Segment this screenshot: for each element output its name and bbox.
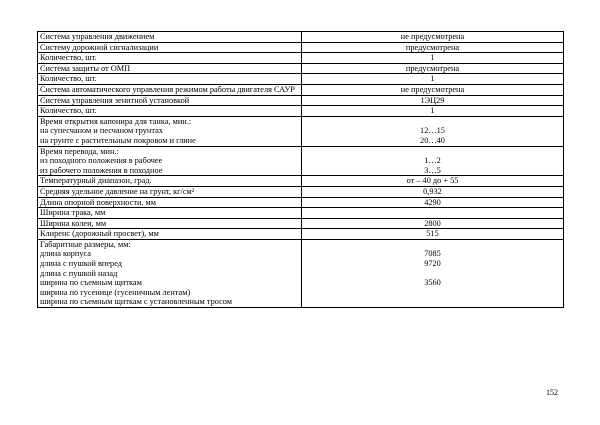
parameter-value-line: 2800 (424, 218, 441, 228)
parameter-label (38, 146, 302, 176)
parameter-label (38, 63, 302, 74)
parameter-value-line: 4290 (424, 197, 441, 207)
parameter-label-line: Время перевода, мин.: (40, 146, 119, 156)
parameter-value-line (304, 147, 561, 157)
parameter-value-line: 1…2 (424, 156, 441, 166)
parameter-value-line: 12…15 (420, 126, 445, 136)
table-row (38, 208, 564, 219)
parameter-value (302, 116, 564, 146)
parameter-label (38, 229, 302, 240)
parameter-label (38, 53, 302, 64)
parameter-value (302, 197, 564, 208)
parameter-value-line: 3560 (424, 278, 441, 288)
table-row (38, 116, 564, 146)
parameter-label-line: Ширина трака, мм (40, 208, 106, 218)
parameter-label-line: Время открытия капонира для танка, мин.: (40, 116, 192, 126)
parameter-label (38, 197, 302, 208)
parameter-value-line (304, 240, 561, 250)
parameter-label-line: ширина по съемным щиткам с установленным тросом (40, 297, 233, 307)
parameter-value (302, 63, 564, 74)
parameter-value (302, 95, 564, 106)
table-row (38, 63, 564, 74)
parameter-value (302, 229, 564, 240)
parameter-label-line: Габаритные размеры, мм: (40, 239, 131, 249)
parameter-value-line: 515 (426, 229, 439, 239)
parameter-value-line: от – 40 до + 55 (406, 176, 459, 186)
parameter-value (302, 208, 564, 219)
parameter-value-line: 20…40 (420, 135, 445, 145)
parameter-value-line: предусмотрена (405, 42, 460, 52)
parameter-value (302, 32, 564, 43)
parameter-label-line: на супесчаном и песчаном грунтах (40, 126, 163, 136)
parameter-value (302, 106, 564, 117)
parameter-label-line: Количество, шт. (40, 53, 97, 63)
parameter-label-line: длина с пушкой назад (40, 268, 118, 278)
parameter-label-line: из походного положения в рабочее (40, 156, 163, 166)
parameter-label (38, 186, 302, 197)
parameter-label-line: Система автоматического управления режимом работы двигателя САУР (40, 84, 295, 94)
parameter-value-line: предусмотрена (405, 63, 460, 73)
parameter-label-line: Ширина колеи, мм (40, 218, 107, 228)
parameter-label-line: на грунте с растительным покровом и глине (40, 135, 196, 145)
table-row (38, 106, 564, 117)
parameter-label-line: Система управления движением (40, 32, 155, 41)
parameter-label-line: Количество, шт. (40, 106, 97, 116)
table-row (38, 42, 564, 53)
parameter-value (302, 218, 564, 229)
parameter-label-line: Система защиты от ОМП (40, 63, 131, 73)
parameter-value-line: не предусмотрена (400, 84, 465, 94)
parameter-value-line: 1 (430, 53, 435, 63)
table-row (38, 176, 564, 187)
parameter-label-line: Систему дорожной сигнализации (40, 42, 159, 52)
table-row (38, 74, 564, 85)
parameter-label-line: из рабочего положения в походное (40, 165, 163, 175)
parameter-value-line (304, 117, 561, 127)
table-row (38, 218, 564, 229)
parameter-value (302, 84, 564, 95)
table-row (38, 32, 564, 43)
parameter-value-line: 9720 (424, 259, 441, 269)
parameter-label-line: Количество, шт. (40, 74, 97, 84)
table-row (38, 239, 564, 307)
table-row (38, 186, 564, 197)
parameter-value (302, 186, 564, 197)
parameter-label (38, 239, 302, 307)
parameter-value-line: 1 (430, 74, 435, 84)
parameter-value-line: не предусмотрена (400, 32, 465, 41)
spec-table (37, 31, 564, 308)
parameter-label (38, 84, 302, 95)
parameter-label-line: Температурный диапазон, град. (40, 176, 152, 186)
parameter-label (38, 74, 302, 85)
table-row (38, 229, 564, 240)
parameter-label-line: Система управления зенитной установкой (40, 95, 190, 105)
spec-table-body (38, 32, 564, 308)
parameter-label (38, 208, 302, 219)
parameter-label (38, 176, 302, 187)
parameter-label-line: Длина опорной поверхности, мм (40, 197, 157, 207)
parameter-value-line: 1ЭЦ29 (420, 95, 445, 105)
table-row (38, 84, 564, 95)
parameter-value-line: 0,932 (423, 186, 442, 196)
parameter-label-line: ширина по съемным щиткам (40, 278, 142, 288)
parameter-value-line: 3…5 (424, 165, 441, 175)
parameter-label-line: Средняя удельное давление на грунт, кг/см² (40, 186, 195, 196)
parameter-label-line: длина с пушкой вперед (40, 259, 122, 269)
parameter-label (38, 218, 302, 229)
parameter-label (38, 116, 302, 146)
parameter-label-line: ширина по гусенице (гусеничным лентам) (40, 287, 191, 297)
table-row (38, 197, 564, 208)
parameter-value-line (304, 297, 561, 307)
table-row (38, 146, 564, 176)
parameter-value (302, 239, 564, 307)
page-number: 152 (546, 388, 558, 397)
parameter-label (38, 32, 302, 43)
parameter-label-line: Клиренс (дорожный просвет), мм (40, 229, 159, 239)
table-row (38, 53, 564, 64)
parameter-value (302, 53, 564, 64)
parameter-value (302, 146, 564, 176)
parameter-label-line: длина корпуса (40, 249, 91, 259)
parameter-value (302, 74, 564, 85)
parameter-value (302, 42, 564, 53)
parameter-label (38, 95, 302, 106)
parameter-label (38, 106, 302, 117)
parameter-value-line: 7085 (424, 249, 441, 259)
parameter-value-line: 1 (430, 106, 435, 116)
table-row (38, 95, 564, 106)
parameter-value-line (304, 269, 561, 279)
parameter-value-line (304, 288, 561, 298)
parameter-label (38, 42, 302, 53)
parameter-value (302, 176, 564, 187)
